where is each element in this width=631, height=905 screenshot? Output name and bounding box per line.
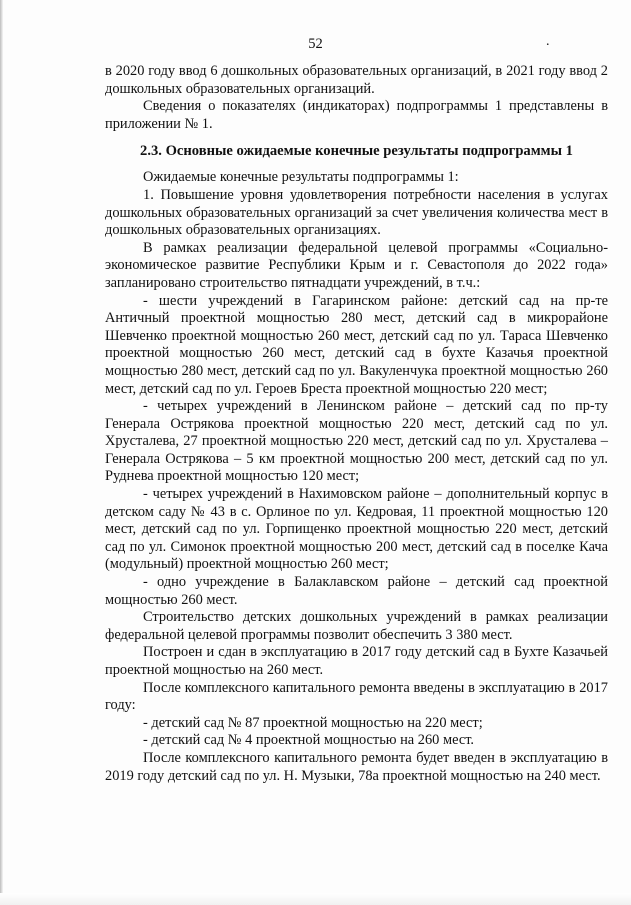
paragraph: В рамках реализации федеральной целевой программы «Социально-экономическое развитие Республики Крым и г. Севастополя до 2022 года» запланировано строительство пятнадцати учреждений, в т.ч.: — [105, 239, 608, 291]
list-item: - одно учреждение в Балаклавском районе – детский сад проектной мощностью 260 мест. — [105, 574, 608, 608]
section-heading: 2.3. Основные ожидаемые конечные результаты подпрограммы 1 — [140, 143, 573, 160]
list-item: - четырех учреждений в Нахимовском районе – дополнительный корпус в детском саду № 43 в с. Орлиное по ул. Кедровая, 11 проектной мощностью 120 мест, детский сад по ул. Горпищенко проектной мощностью 220 мест, детский сад по ул. Симонок проектной мощностью 200 мест, детский сад в поселке Кача (модульный) проектной мощностью 260 мест; — [105, 486, 608, 573]
paragraph: Построен и сдан в эксплуатацию в 2017 году детский сад в Бухте Казачьей проектной мощностью на 260 мест. — [105, 644, 608, 678]
list-item: - четырех учреждений в Ленинском районе – детский сад по пр-ту Генерала Острякова проектной мощностью 220 мест, детский сад по ул. Хрусталева, 27 проектной мощностью 220 мест, детский сад по ул. Хрусталева – Генерала Острякова – 5 км проектной мощностью 200 мест, детский сад по ул. Руднева проектной мощностью 120 мест; — [105, 398, 608, 485]
paragraph: После комплексного капитального ремонта будет введен в эксплуатацию в 2019 году детский сад по ул. Н. Музыки, 78а проектной мощностью на 240 мест. — [105, 749, 608, 784]
page-edge-shadow — [0, 0, 3, 905]
paragraph: Сведения о показателях (индикаторах) подпрограммы 1 представлены в приложении № 1. — [105, 98, 608, 132]
page-number: 52 — [308, 36, 323, 52]
paragraph: Строительство детских дошкольных учреждений в рамках реализации федеральной целевой программы позволит обеспечить 3 380 мест. — [105, 609, 608, 643]
list-item: - детский сад № 87 проектной мощностью на 220 мест; — [143, 714, 483, 731]
paragraph: 1. Повышение уровня удовлетворения потребности населения в услугах дошкольных образовательных организаций за счет увеличения количества мест в дошкольных образовательных организациях. — [105, 186, 608, 239]
scan-bottom-edge — [0, 893, 631, 905]
document-body — [105, 63, 608, 785]
corner-mark: . — [546, 34, 550, 49]
paragraph: Ожидаемые конечные результаты подпрограммы 1: — [143, 169, 459, 186]
paragraph: в 2020 году ввод 6 дошкольных образовательных организаций, в 2021 году ввод 2 дошкольных образовательных организаций. — [105, 63, 608, 97]
paragraph: После комплексного капитального ремонта введены в эксплуатацию в 2017 году: — [105, 679, 608, 714]
list-item: - шести учреждений в Гагаринском районе: детский сад на пр-те Античный проектной мощностью 280 мест, детский сад в микрорайоне Шевченко проектной мощностью 260 мест, детский сад по ул. Тараса Шевченко проектной мощностью 260 мест, детский сад в бухте Казачья проектной мощностью 280 мест, детский сад по ул. Вакуленчука проектной мощностью 260 мест, детский сад по ул. Героев Бреста проектной мощностью 220 мест; — [105, 292, 608, 397]
list-item: - детский сад № 4 проектной мощностью на 260 мест. — [143, 732, 475, 749]
